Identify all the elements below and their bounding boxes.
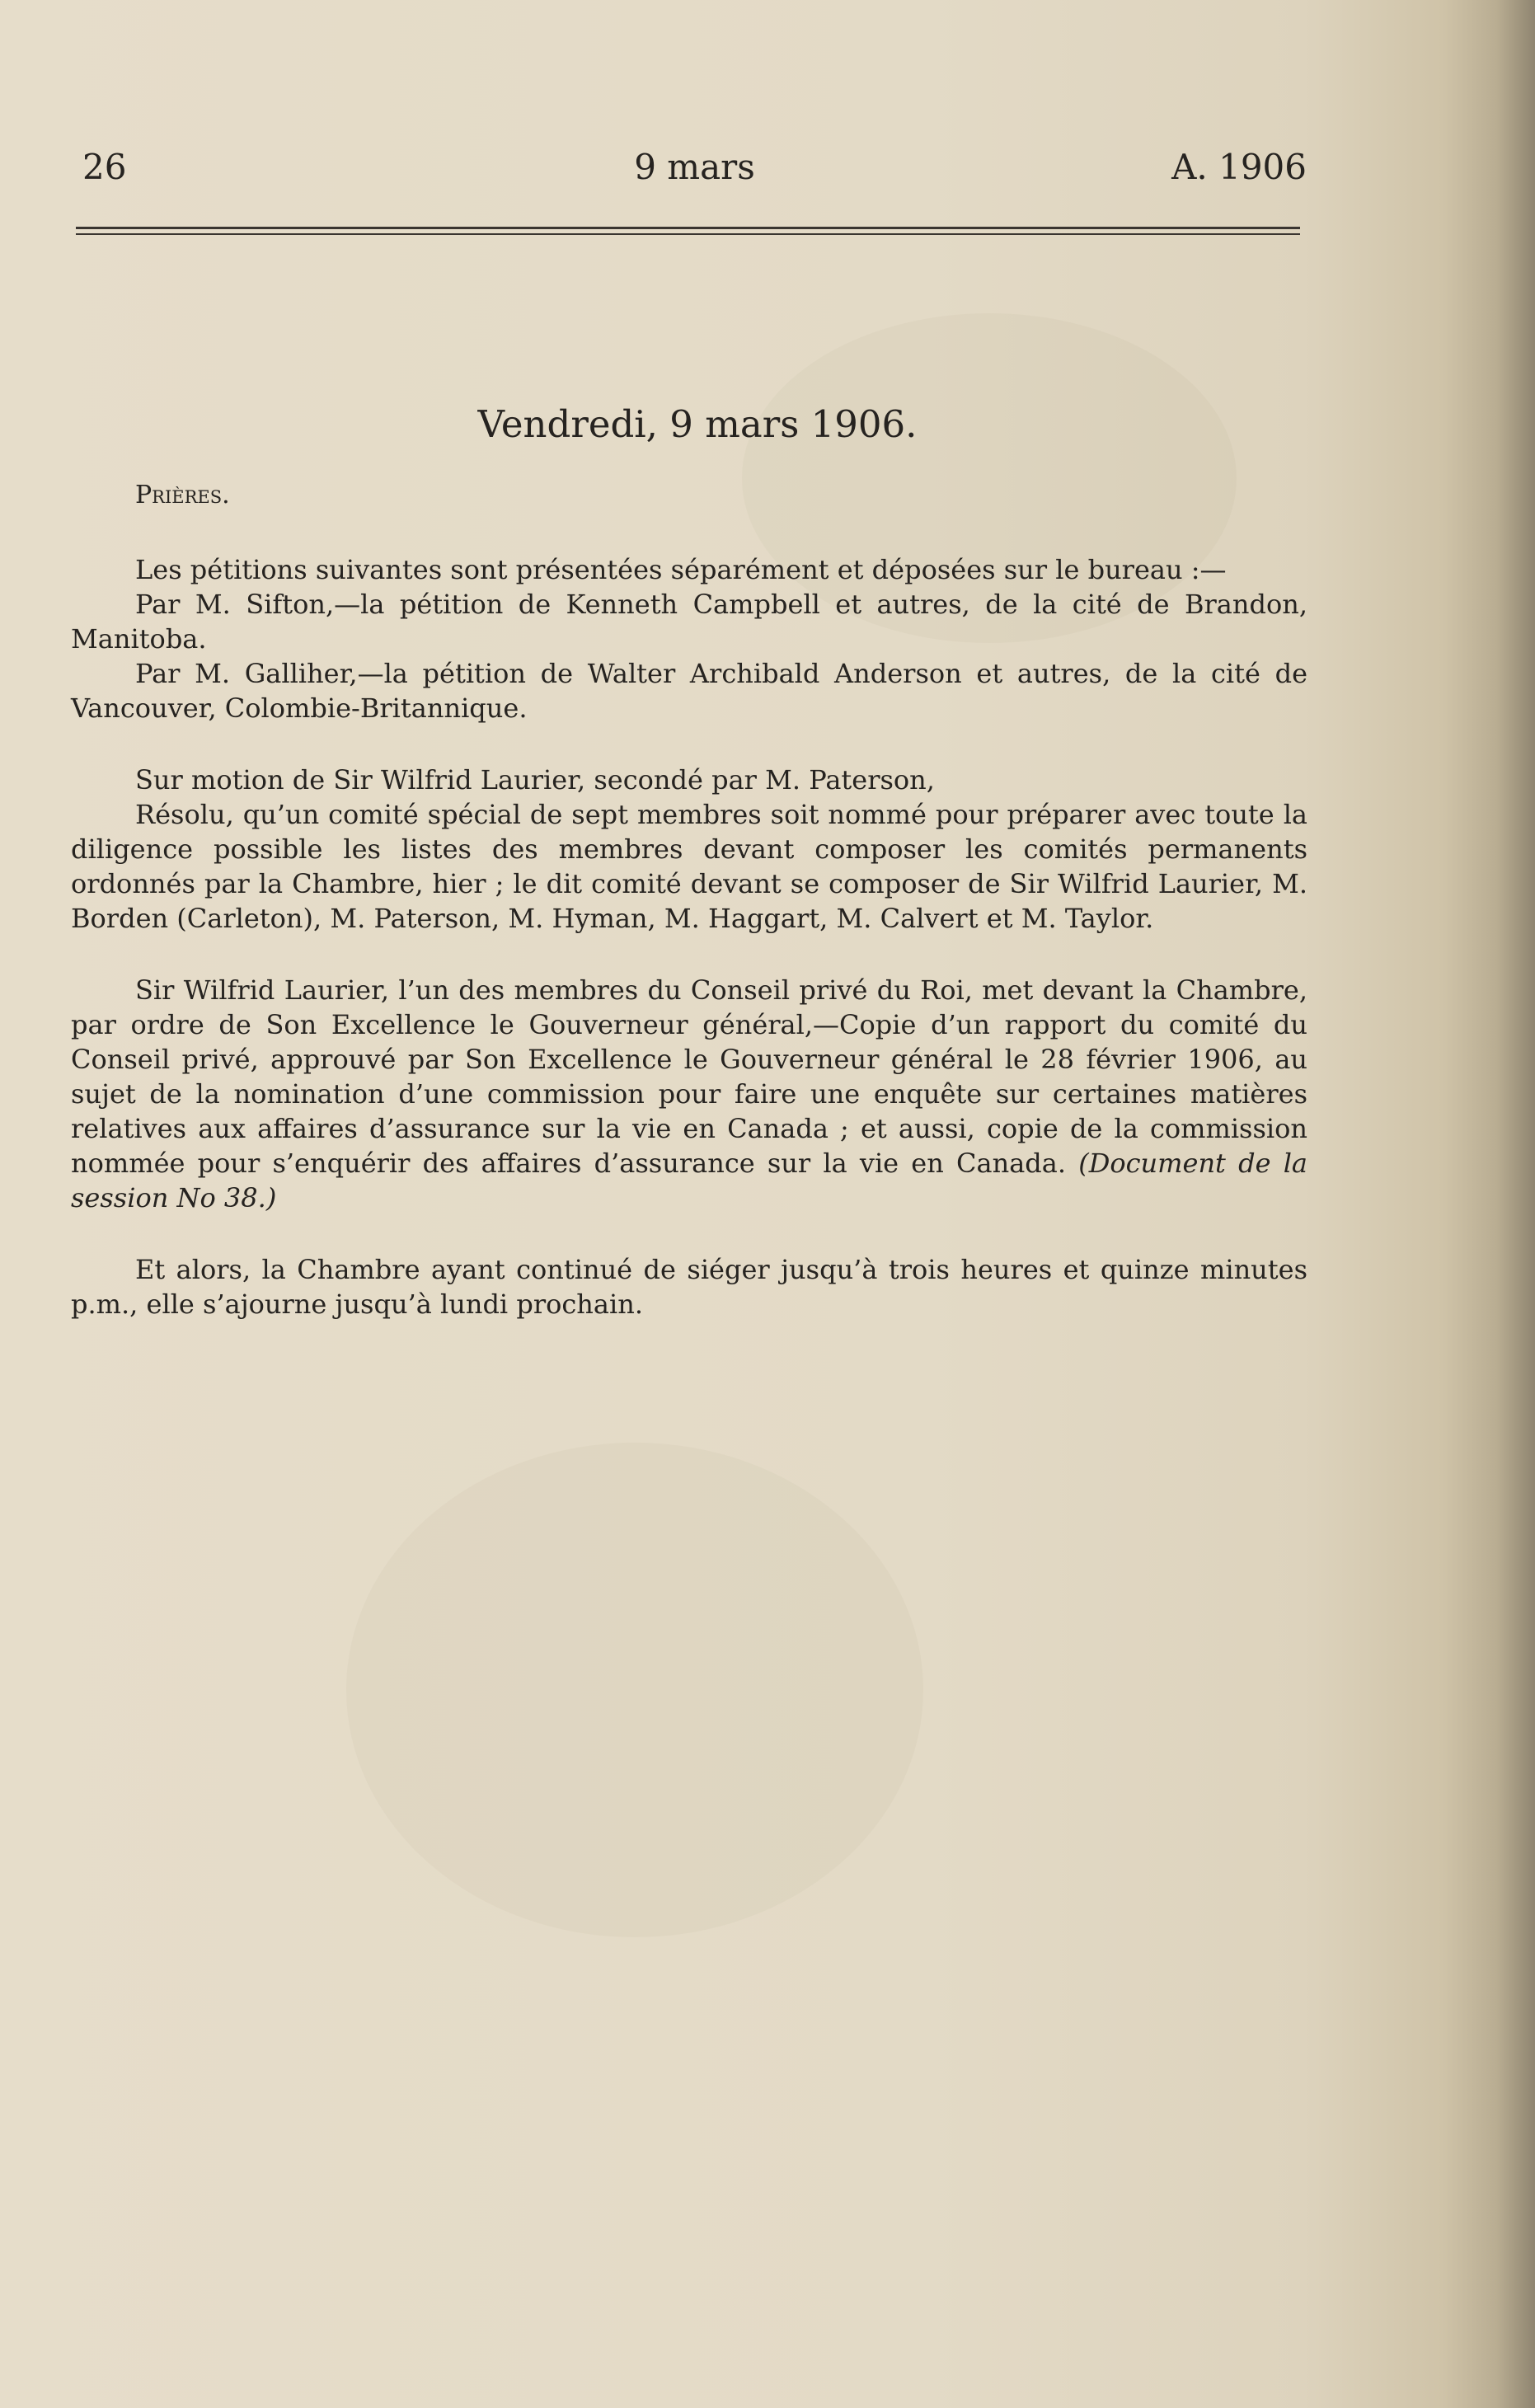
- page-number: 26: [82, 147, 127, 187]
- adjournment-block: [71, 1252, 1307, 1321]
- header-year: A. 1906: [1171, 147, 1307, 187]
- report-reference: (Document de la session No 38.): [71, 1148, 1308, 1213]
- page-header: [82, 147, 1307, 196]
- document-body: [71, 478, 1307, 1321]
- resolution-paragraph: Résolu, qu’un comité spécial de sept membres soit nommé pour préparer avec toute la diligence possible les listes des membres devant composer les comités permanents ordonnés par la Chambre, hier ; le dit comité devant se composer de Sir Wilfrid Laurier, M. Borden (Carleton), M. Paterson, M. Hyman, M. Haggart, M. Calvert et M. Taylor.: [71, 799, 1307, 934]
- report-block: [71, 973, 1307, 1215]
- motion-paragraph: Sur motion de Sir Wilfrid Laurier, secondé par M. Paterson,: [135, 764, 935, 796]
- motion-block: [71, 763, 1307, 936]
- page-title: Vendredi, 9 mars 1906.: [477, 402, 918, 446]
- paper-stain: [346, 1443, 923, 1937]
- petitions-block: [71, 552, 1307, 725]
- report-text: Sir Wilfrid Laurier, l’un des membres du Conseil privé du Roi, met devant la Chambre, par ordre de Son Excellence le Gouverneur général,—Copie d’un rapport du comité du Conseil privé, approuvé par Son Excellence le Gouverneur général le 28 février 1906, au sujet de la nomination d’une commission pour faire une enquête sur certaines matières relatives aux affaires d’assurance sur la vie en Canada ; et aussi, copie de la commission nommée pour s’enquérir des affaires d’assurance sur la vie en Canada.: [71, 974, 1307, 1179]
- header-date: 9 mars: [634, 147, 755, 187]
- adjournment-paragraph: Et alors, la Chambre ayant continué de siéger jusqu’à trois heures et quinze minutes p.m., elle s’ajourne jusqu’à lundi prochain.: [71, 1254, 1307, 1320]
- petition-galliher: Par M. Galliher,—la pétition de Walter Archibald Anderson et autres, de la cité de Vancouver, Colombie-Britannique.: [71, 658, 1307, 724]
- report-paragraph: [71, 973, 1307, 1215]
- header-rule: [76, 227, 1300, 235]
- prayers-heading: Prières.: [135, 481, 230, 509]
- petitions-intro: Les pétitions suivantes sont présentées séparément et déposées sur le bureau :—: [135, 554, 1227, 585]
- petition-sifton: Par M. Sifton,—la pétition de Kenneth Campbell et autres, de la cité de Brandon, Manitoba.: [71, 589, 1307, 655]
